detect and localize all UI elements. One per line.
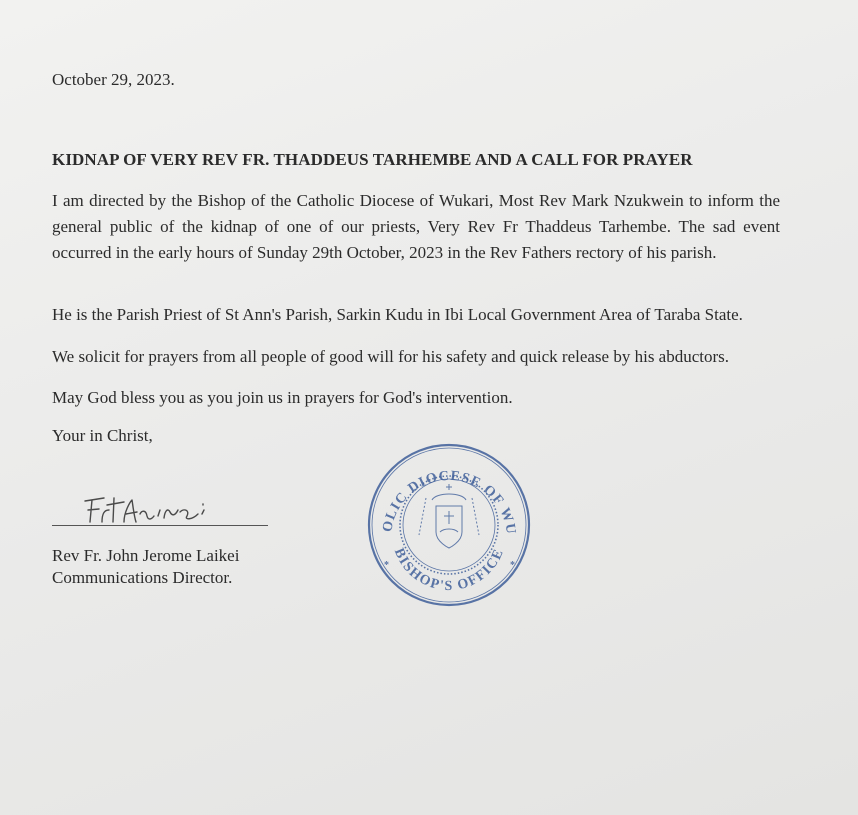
letter-closing: Your in Christ, bbox=[52, 426, 153, 445]
stamp-top-text: OLIC DIOCESE OF WU bbox=[380, 468, 519, 536]
body-paragraph-3: We solicit for prayers from all people of good will for his safety and quick release by his abductors. bbox=[52, 347, 730, 366]
handwritten-signature bbox=[52, 492, 270, 528]
signer-title: Communications Director. bbox=[52, 568, 233, 587]
svg-text:*: * bbox=[510, 560, 515, 571]
body-paragraph-1: I am directed by the Bishop of the Catholic Diocese of Wukari, Most Rev Mark Nzukwein to inform the general public of the kidnap of one of our priests, Very Rev Fr Thaddeus Tarhembe. The sad event occurred in the early hours of Sunday 29th October, 2023 in the Rev Fathers rectory of his parish. bbox=[52, 191, 780, 262]
coat-of-arms-icon bbox=[419, 484, 479, 548]
signature-line bbox=[52, 525, 268, 526]
svg-text:*: * bbox=[384, 560, 389, 571]
body-paragraph-2: He is the Parish Priest of St Ann's Parish, Sarkin Kudu in Ibi Local Government Area of Taraba State. bbox=[52, 305, 743, 324]
signer-name: Rev Fr. John Jerome Laikei bbox=[52, 546, 240, 565]
diocese-seal-stamp bbox=[364, 440, 534, 610]
body-paragraph-4: May God bless you as you join us in prayers for God's intervention. bbox=[52, 388, 513, 407]
stamp-bottom-text: BISHOP'S OFFICE bbox=[390, 546, 508, 595]
letter-subject: KIDNAP OF VERY REV FR. THADDEUS TARHEMBE AND A CALL FOR PRAYER bbox=[52, 150, 693, 169]
letter-date: October 29, 2023. bbox=[52, 70, 175, 89]
